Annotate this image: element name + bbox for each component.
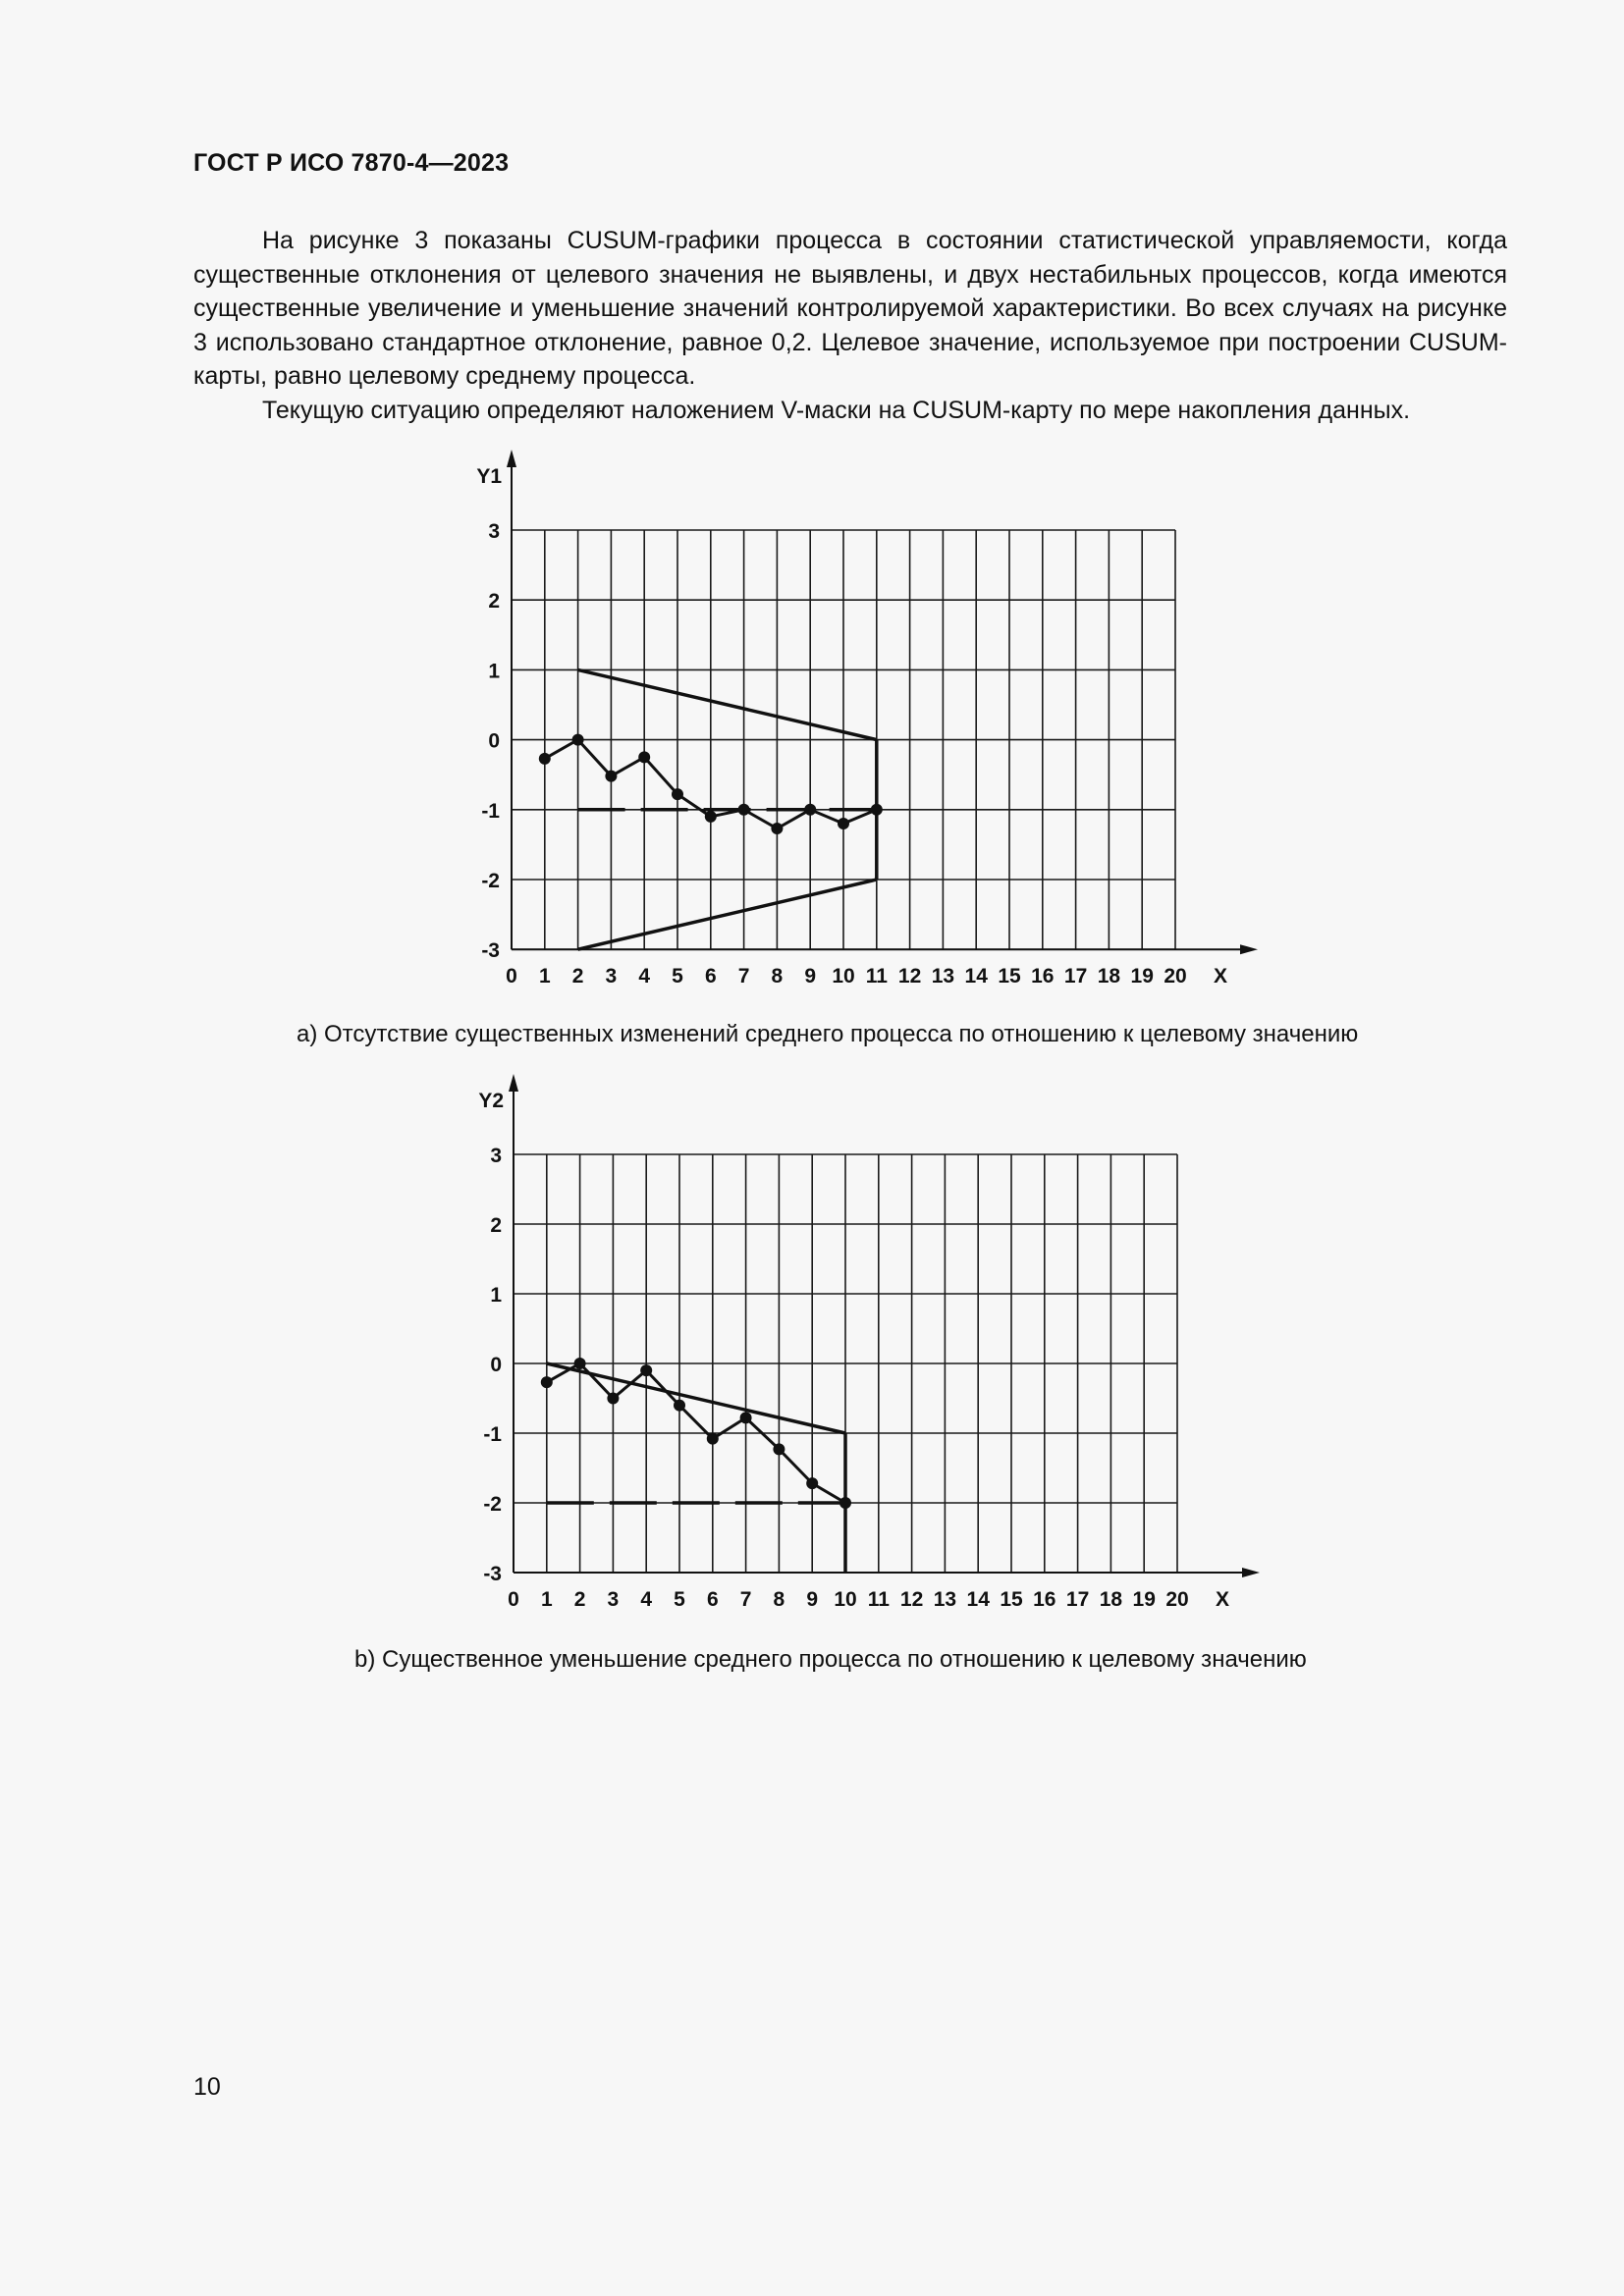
x-tick-label: 9 [806, 1588, 819, 1611]
x-tick-label: 1 [540, 1588, 553, 1611]
cusum-point [574, 1358, 586, 1369]
cusum-point [871, 804, 883, 816]
cusum-point [672, 788, 683, 800]
chart-b [0, 1086, 1624, 1635]
cusum-point [705, 811, 717, 823]
x-tick-label: 0 [506, 965, 517, 988]
cusum-point [707, 1433, 719, 1445]
x-tick-label: 6 [706, 1588, 719, 1611]
x-tick-label: 3 [607, 1588, 620, 1611]
cusum-point [804, 804, 816, 816]
cusum-point [539, 753, 551, 765]
x-tick-label: 20 [1164, 965, 1187, 988]
x-axis-arrow [1242, 1568, 1260, 1577]
x-tick-label: 2 [573, 1588, 586, 1611]
v-mask-upper-arm [578, 669, 877, 739]
cusum-point [605, 771, 617, 782]
x-tick-label: 9 [804, 965, 817, 988]
x-tick-label: 16 [1033, 1588, 1056, 1611]
x-tick-label: 7 [739, 1588, 752, 1611]
x-tick-label: 5 [672, 965, 683, 988]
cusum-point [839, 1497, 851, 1509]
document-header: ГОСТ Р ИСО 7870-4—2023 [193, 149, 510, 177]
x-tick-label: 5 [674, 1588, 685, 1611]
cusum-point [738, 804, 750, 816]
y-tick-label: 0 [488, 729, 500, 753]
y-tick-label: 2 [488, 590, 500, 614]
x-tick-label: 12 [899, 1588, 924, 1611]
x-tick-label: 16 [1031, 965, 1055, 988]
x-tick-label: 4 [638, 965, 651, 988]
cusum-point [541, 1376, 553, 1388]
cusum-point [572, 734, 584, 746]
v-mask-lower-arm [578, 880, 877, 949]
cusum-point [771, 823, 783, 834]
y-tick-label: -3 [481, 939, 500, 963]
y-tick-label: -2 [481, 870, 500, 892]
x-tick-label: 17 [1063, 965, 1088, 988]
x-tick-label: 19 [1130, 965, 1154, 988]
x-tick-label: 15 [998, 965, 1021, 988]
x-tick-label: 1 [538, 965, 551, 988]
chart-a-svg [0, 461, 1624, 1011]
x-tick-label: 20 [1165, 1588, 1189, 1611]
x-tick-label: 11 [867, 1588, 890, 1611]
x-tick-label: 2 [571, 965, 584, 988]
caption-b: b) Существенное уменьшение среднего процесса по отношению к целевому значению [354, 1646, 1307, 1673]
x-tick-label: 19 [1132, 1588, 1156, 1611]
x-tick-label: 8 [771, 965, 784, 988]
x-tick-label: 14 [964, 965, 988, 988]
cusum-point [640, 1364, 652, 1376]
x-tick-label: 6 [704, 965, 717, 988]
x-tick-label: 13 [931, 965, 955, 988]
cusum-point [740, 1412, 752, 1423]
y-tick-label: 3 [490, 1145, 502, 1167]
x-tick-label: 18 [1099, 1588, 1123, 1611]
y-tick-label: 3 [488, 520, 500, 543]
y-tick-label: -2 [483, 1493, 502, 1516]
paragraph-2: Текущую ситуацию определяют наложением V-маски на CUSUM-карту по мере накопления данных. [262, 396, 1411, 424]
x-tick-label: 3 [605, 965, 618, 988]
y-axis-label: Y2 [478, 1090, 504, 1112]
body-text [193, 224, 1507, 427]
page-number: 10 [193, 2073, 221, 2101]
y-axis-arrow [507, 450, 516, 467]
cusum-point [607, 1393, 619, 1405]
paragraph-1: На рисунке 3 показаны CUSUM-графики процесса в состоянии статистической управляемости, когда существенные отклонения от целевого значения не выявлены, и двух нестабильных процессов, когда имеются существенные увеличение и уменьшение значений контролируемой характеристики. Во всех случаях на рисунке 3 использовано стандартное отклонение, равное 0,2. Целевое значение, используемое при построении CUSUM-карты, равно целевому среднему процесса. [193, 227, 1507, 390]
x-tick-label: 17 [1065, 1588, 1090, 1611]
cusum-point [806, 1477, 818, 1489]
cusum-point [638, 751, 650, 763]
y-tick-label: -1 [481, 799, 500, 823]
chart-a [0, 461, 1624, 1011]
x-tick-label: 8 [773, 1588, 785, 1611]
x-tick-label: 18 [1097, 965, 1121, 988]
y-tick-label: -1 [483, 1423, 502, 1446]
x-tick-label: 7 [737, 965, 750, 988]
y-tick-label: 1 [488, 660, 500, 683]
cusum-point [773, 1443, 785, 1455]
x-tick-label: 10 [834, 1588, 857, 1611]
y-tick-label: 2 [490, 1214, 502, 1237]
chart-b-svg [0, 1086, 1624, 1635]
cusum-point [838, 818, 849, 829]
x-tick-label: 0 [508, 1588, 519, 1611]
caption-a: a) Отсутствие существенных изменений среднего процесса по отношению к целевому значению [297, 1021, 1359, 1047]
y-axis-label: Y1 [476, 465, 502, 488]
y-axis-arrow [509, 1074, 518, 1092]
y-tick-label: 1 [490, 1284, 502, 1307]
cusum-point [674, 1400, 685, 1412]
x-tick-label: 14 [966, 1588, 990, 1611]
y-tick-label: -3 [483, 1563, 502, 1585]
x-tick-label: 4 [640, 1588, 653, 1611]
x-axis-label: X [1215, 1588, 1230, 1611]
x-tick-label: 13 [933, 1588, 957, 1611]
x-axis-label: X [1213, 965, 1228, 988]
x-tick-label: 15 [1000, 1588, 1023, 1611]
x-axis-arrow [1240, 944, 1258, 954]
x-tick-label: 10 [832, 965, 855, 988]
y-tick-label: 0 [490, 1354, 502, 1376]
x-tick-label: 11 [865, 965, 888, 988]
x-tick-label: 12 [897, 965, 922, 988]
